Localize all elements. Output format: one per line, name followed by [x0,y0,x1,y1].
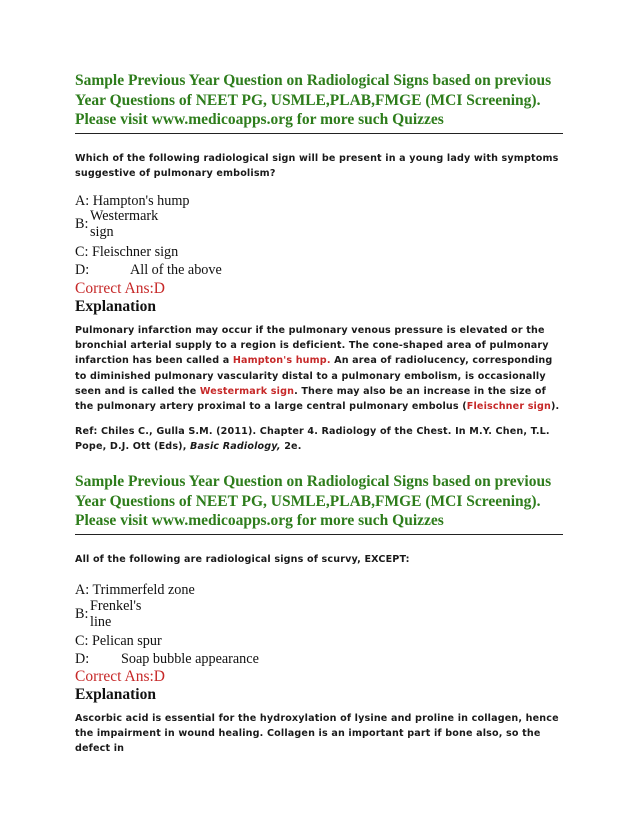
q2-option-c-label: C: [75,633,89,649]
q1-option-b-line2: sign [90,224,114,240]
q1-option-d-text: All of the above [130,262,222,278]
q1-option-b-line1: Westermark [90,208,159,224]
q2-explanation-label: Explanation [75,686,156,703]
q1-heading: Sample Previous Year Question on Radiological Signs based on previous Year Questions of NEET PG, USMLE,PLAB,FMGE (MCI Screening). Please visit www.medicoapps.org for more such Quizzes [75,72,552,128]
q1-option-c-label: C: [75,244,89,260]
q1-expl-term-westermark: Westermark sign [199,385,295,397]
q1-ref-book-title: Basic Radiology, [190,441,281,453]
q1-expl-part2: An area of radiolucency, corresponding to diminished pulmonary vascularity distal to a pulmonary embolism, is occasionally seen and is called the [75,355,553,397]
q1-question: Which of the following radiological sign will be present in a young lady with symptoms suggestive of pulmonary embolism? [75,153,559,180]
q1-option-c [75,244,178,260]
q2-explanation-text: Ascorbic acid is essential for the hydroxylation of lysine and proline in collagen, hence the impairment in wound healing. Collagen is an important part if bone also, so the defect in [75,713,559,755]
q2-option-c-text: Pelican spur [91,633,162,649]
q2-question: All of the following are radiological signs of scurvy, EXCEPT: [75,554,410,565]
q2-option-c [75,633,162,649]
q1-option-b-label: B: [75,216,89,232]
q2-option-d-text: Soap bubble appearance [121,651,259,667]
q2-option-b-line2: line [90,614,112,630]
q1-expl-term-hamptons-hump: Hampton's hump. [232,355,331,367]
q2-option-a [75,582,195,598]
q1-correct-answer: Correct Ans:D [75,280,165,297]
q2-option-a-text: Trimmerfeld zone [92,582,195,598]
q2-divider [75,534,563,535]
q1-explanation-label: Explanation [75,298,156,315]
q1-expl-part1: Pulmonary infarction may occur if the pulmonary venous pressure is elevated or the bronchial arterial supply to a region is deficient. The cone-shaped area of pulmonary infarction has been called a [75,325,549,367]
q1-divider [75,133,563,134]
q1-option-a-label: A: [75,193,90,209]
q1-explanation-text [75,323,565,414]
q2-heading: Sample Previous Year Question on Radiological Signs based on previous Year Questions of NEET PG, USMLE,PLAB,FMGE (MCI Screening). Please visit www.medicoapps.org for more such Quizzes [75,473,552,529]
q2-option-a-label: A: [75,582,90,598]
q2-correct-answer: Correct Ans:D [75,668,165,685]
q1-option-a [75,193,189,209]
q2-option-b-line1: Frenkel's [90,598,142,614]
q1-expl-term-fleischner: Fleischner sign [466,401,551,413]
q1-expl-part3: . There may also be an increase in the size of the pulmonary artery proximal to a large central pulmonary embolus ( [75,385,546,413]
q1-expl-part4: ). [550,401,560,413]
q1-ref-part1: Ref: Chiles C., Gulla S.M. (2011). Chapter 4. Radiology of the Chest. In M.Y. Chen, T.L. Pope, D.J. Ott (Eds), [75,426,550,453]
q1-option-d-label: D: [75,262,90,278]
q1-ref-part2: 2e. [280,441,302,453]
q1-reference [75,424,565,454]
q1-option-c-text: Fleischner sign [91,244,179,260]
q2-option-b-label: B: [75,606,89,622]
q2-option-d-label: D: [75,651,90,667]
q1-option-a-text: Hampton's hump [92,193,190,209]
